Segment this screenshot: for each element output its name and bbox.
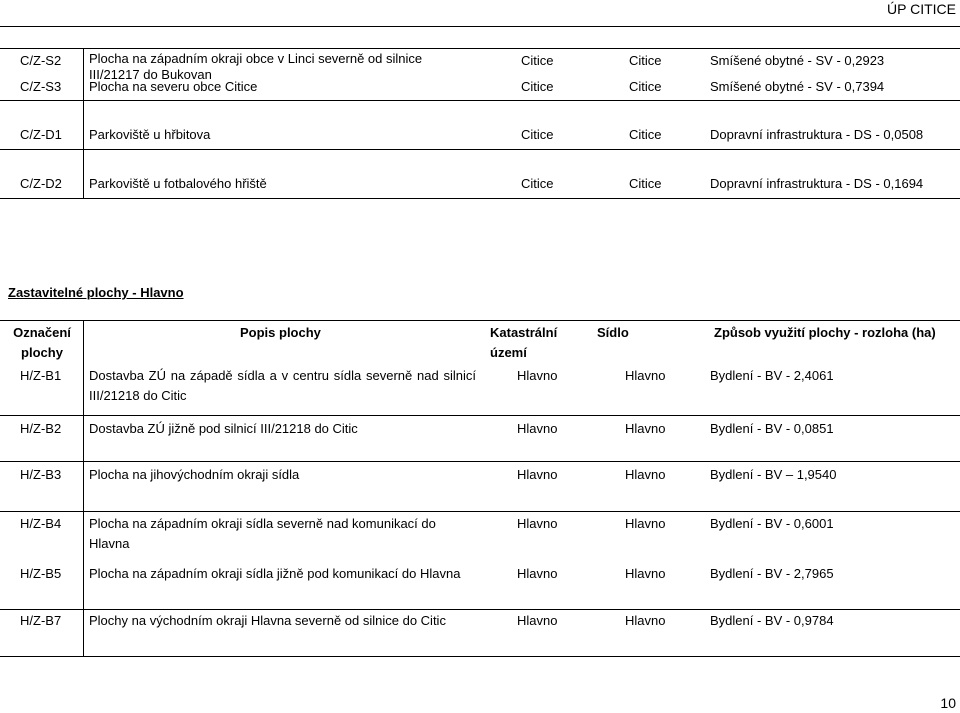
table-rule (0, 609, 960, 610)
row-code: H/Z-B4 (20, 516, 62, 531)
row-usage: Bydlení - BV - 0,9784 (710, 613, 834, 628)
row-code: C/Z-S2 (20, 53, 62, 68)
row-description: Plocha na západním okraji sídla severně nad komunikací do Hlavna (89, 516, 436, 551)
table-rule (0, 100, 960, 101)
row-description: Dostavba ZÚ na západě sídla a v centru sídla severně nad silnicí III/21218 do Citic (89, 368, 476, 403)
row-code: C/Z-S3 (20, 79, 62, 94)
row-code: H/Z-B7 (20, 613, 62, 628)
row-settlement: Citice (629, 127, 662, 142)
row-description: Dostavba ZÚ jižně pod silnicí III/21218 do Citic (89, 421, 358, 436)
row-usage: Bydlení - BV - 0,0851 (710, 421, 834, 436)
row-code: H/Z-B2 (20, 421, 62, 436)
column-header-settlement: Sídlo (597, 325, 629, 340)
row-usage: Dopravní infrastruktura - DS - 0,0508 (710, 127, 924, 142)
row-usage: Bydlení - BV – 1,9540 (710, 467, 837, 482)
column-divider (83, 320, 84, 657)
table-rule (0, 48, 960, 49)
row-settlement: Hlavno (625, 566, 666, 581)
row-settlement: Hlavno (625, 421, 666, 436)
table-rule (0, 415, 960, 416)
row-settlement: Hlavno (625, 613, 666, 628)
row-usage: Bydlení - BV - 0,6001 (710, 516, 834, 531)
row-settlement: Citice (629, 53, 662, 68)
row-settlement: Citice (629, 79, 662, 94)
row-description: Plocha na jihovýchodním okraji sídla (89, 467, 300, 482)
header-rule (0, 26, 960, 27)
row-usage: Dopravní infrastruktura - DS - 0,1694 (710, 176, 924, 191)
column-header-code: Označení plochy (13, 325, 71, 360)
row-code: H/Z-B3 (20, 467, 62, 482)
row-usage: Bydlení - BV - 2,4061 (710, 368, 834, 383)
row-cadastral-area: Citice (521, 53, 554, 68)
row-description: Plocha na severu obce Citice (89, 79, 258, 94)
document-header-title: ÚP CITICE (887, 1, 956, 17)
row-usage: Smíšené obytné - SV - 0,7394 (710, 79, 885, 94)
row-cadastral-area: Hlavno (517, 516, 558, 531)
column-header-description: Popis plochy (240, 325, 321, 340)
row-description: Parkoviště u fotbalového hřiště (89, 176, 267, 191)
row-cadastral-area: Hlavno (517, 566, 558, 581)
row-settlement: Hlavno (625, 516, 666, 531)
column-divider (83, 48, 84, 199)
row-description: Plocha na západním okraji sídla jižně pod komunikací do Hlavna (89, 566, 461, 581)
row-description: Plochy na východním okraji Hlavna severně od silnice do Citic (89, 613, 446, 628)
row-settlement: Hlavno (625, 368, 666, 383)
column-header-cadastral-area: Katastrální území (490, 325, 558, 360)
table-rule (0, 198, 960, 199)
row-cadastral-area: Citice (521, 79, 554, 94)
row-settlement: Hlavno (625, 467, 666, 482)
row-code: H/Z-B1 (20, 368, 62, 383)
row-cadastral-area: Hlavno (517, 467, 558, 482)
page-number: 10 (940, 695, 956, 711)
row-usage: Bydlení - BV - 2,7965 (710, 566, 834, 581)
row-cadastral-area: Hlavno (517, 421, 558, 436)
table-rule (0, 511, 960, 512)
column-header-usage: Způsob využití plochy - rozloha (ha) (714, 325, 936, 340)
row-description: Parkoviště u hřbitova (89, 127, 211, 142)
table-rule (0, 320, 960, 321)
row-cadastral-area: Citice (521, 127, 554, 142)
row-code: C/Z-D2 (20, 176, 62, 191)
row-code: C/Z-D1 (20, 127, 62, 142)
row-cadastral-area: Hlavno (517, 368, 558, 383)
row-cadastral-area: Citice (521, 176, 554, 191)
table-rule (0, 656, 960, 657)
table-rule (0, 149, 960, 150)
row-settlement: Citice (629, 176, 662, 191)
table-rule (0, 461, 960, 462)
row-description: Plocha na západním okraji obce v Linci severně od silnice III/21217 do Bukovan (89, 51, 423, 82)
section-title: Zastavitelné plochy - Hlavno (8, 285, 184, 300)
row-cadastral-area: Hlavno (517, 613, 558, 628)
row-code: H/Z-B5 (20, 566, 62, 581)
row-usage: Smíšené obytné - SV - 0,2923 (710, 53, 885, 68)
